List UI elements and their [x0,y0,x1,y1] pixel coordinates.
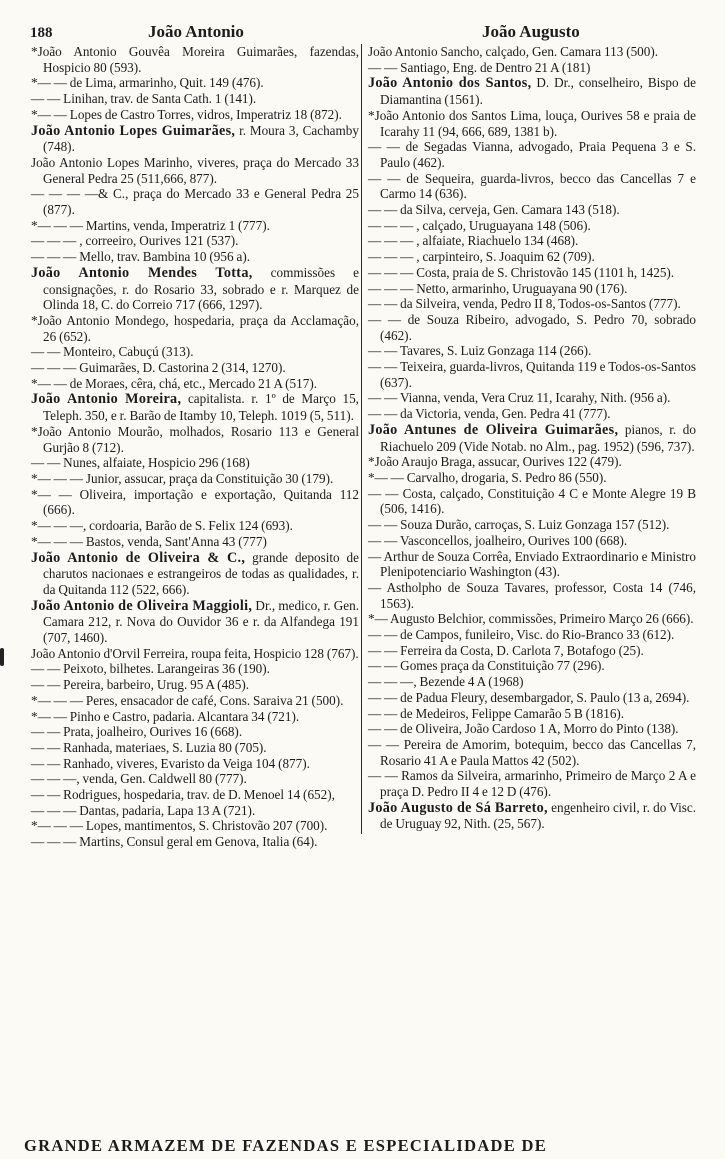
directory-entry [368,454,696,470]
entry-text: Oliveira, importação e exportação, Quitanda 112 (666). [43,486,359,518]
entry-lead-dashes: — — [368,768,402,784]
entry-lead-dashes: — — [31,724,64,740]
entry-bold-name: João Augusto de Sá Barreto, [368,799,548,816]
entry-lead-dashes: — — — [31,360,80,376]
entry-text: João Antonio dos Santos Lima, louça, Ourives 58 e praia de Icarahy 11 (94, 666, 689, 1381 b). [374,107,696,139]
entry-text: Bastos, venda, Sant'Anna 43 (777) [85,533,267,549]
directory-entry [368,359,696,390]
entry-lead-dashes: — — — [368,249,417,265]
directory-entry [31,107,359,123]
entry-lead-dashes: — — — [368,264,417,280]
directory-entry [31,740,359,756]
entry-text: —, Bezende 4 A (1968) [400,674,524,690]
entry-text: r. Moura 3, Cachamby (748). [43,122,359,155]
entry-lead-dashes: — — [368,406,401,422]
entry-lead-dashes: — — [368,658,401,674]
directory-entry [368,422,696,454]
directory-entry [31,471,359,487]
directory-entry [368,108,696,139]
directory-entry [31,455,359,471]
entry-lead-dashes: *— — — [31,470,86,486]
directory-entry [368,690,696,706]
entry-lead-dashes: — — [31,787,64,803]
entry-bold-name: João Antonio Mendes Totta, [31,264,253,281]
directory-entry [368,171,696,202]
entry-lead-dashes: — — — [368,217,417,233]
directory-entry [368,674,696,690]
directory-entry [31,376,359,392]
entry-lead-dashes: — — [31,677,64,693]
directory-entry [368,580,696,611]
entry-lead-dashes: *— — [31,518,70,534]
directory-entry [368,312,696,343]
directory-entry [368,249,696,265]
directory-entry [31,661,359,677]
directory-entry [31,91,359,107]
directory-entry [31,534,359,550]
entry-text: Dr., medico, r. Gen. Camara 212, r. Nova do Ouvidor 36 e r. da Alfandega 191 (707, 1460). [43,597,359,646]
entry-lead-dashes: — [368,548,384,564]
directory-entry [31,218,359,234]
entry-text: de Campos, funileiro, Visc. do Rio-Branco 33 (612). [400,627,675,643]
entry-lead-dashes: * [368,454,375,470]
directory-entry [31,834,359,850]
entry-text: de Lima, armarinho, Quit. 149 (476). [69,75,264,91]
directory-entry [368,643,696,659]
entry-text: Pereira, barbeiro, Urug. 95 A (485). [63,677,250,693]
directory-entry [31,391,359,423]
directory-entry [368,800,696,832]
entry-text: da Victoria, venda, Gen. Pedra 41 (777). [400,406,611,422]
directory-entry [31,550,359,598]
entry-text: de Sequeira, guarda-livros, becco das Cancellas 7 e Carmo 14 (636). [380,170,696,202]
directory-entry [31,709,359,725]
directory-entry [368,627,696,643]
entry-text: João Antonio Mourão, molhados, Rosario 113 e General Gurjão 8 (712). [37,423,359,455]
entry-text: Gomes praça da Constituição 77 (296). [400,658,605,674]
entry-text: de Medeiros, Felippe Camarão 5 B (1816). [400,705,625,721]
left-column [31,44,359,850]
entry-text: Arthur de Souza Corrêa, Enviado Extraordinario e Ministro Plenipotenciario Washington (43). [380,548,696,580]
entry-lead-dashes: — — [368,689,401,705]
entry-lead-dashes: — — — [368,233,417,249]
directory-entry [31,598,359,646]
entry-text: Ranhada, materiaes, S. Luzia 80 (705). [63,739,267,755]
entry-lead-dashes: — — [368,705,401,721]
entry-lead-dashes: — — [368,721,401,737]
directory-entry [31,75,359,91]
entry-lead-dashes: *— — [368,469,407,485]
directory-entry [368,218,696,234]
entry-text: Ranhado, viveres, Evaristo da Veiga 104 (877). [63,755,310,771]
directory-entry [368,533,696,549]
entry-text: Carvalho, drogaria, S. Pedro 86 (550). [406,469,607,485]
directory-entry [368,265,696,281]
entry-text: Souza Durão, carroças, S. Luiz Gonzaga 157 (512). [400,517,670,533]
directory-entry [368,44,696,60]
directory-entry [31,44,359,75]
entry-bold-name: João Antonio Moreira, [31,391,182,408]
entry-text: —& C., praça do Mercado 33 e General Pedra 25 (877). [43,186,359,218]
directory-entry [368,60,696,76]
entry-text: Ferreira da Costa, D. Carlota 7, Botafogo (25). [400,642,644,658]
entry-text: capitalista. r. 1º de Março 15, Teleph. 350, e r. Barão de Itamby 10, Teleph. 1019 (5, 511). [43,391,359,424]
entry-text: João Antonio Mondego, hospedaria, praça da Acclamação, 26 (652). [37,312,359,344]
directory-entry [368,470,696,486]
entry-text: Ramos da Silveira, armarinho, Primeiro de Março 2 A e praça D. Pedro II 4 e 12 D (476). [380,768,696,800]
directory-entry [368,139,696,170]
directory-entry [31,724,359,740]
margin-ink-mark [0,648,4,666]
entry-lead-dashes: * [368,107,375,123]
entry-lead-dashes: — — [368,485,403,501]
entry-text: João Antonio Lopes Marinho, viveres, praça do Mercado 33 General Pedra 25 (511,666, 877). [31,154,359,186]
entry-lead-dashes: * [31,312,38,328]
directory-entry [368,549,696,580]
directory-entry [368,202,696,218]
entry-text: pianos, r. do Riachuelo 209 (Vide Notab. no Alm., pag. 1952) (596, 737). [380,421,696,454]
entry-text: Tavares, S. Luiz Gonzaga 114 (266). [399,343,592,359]
directory-entry [31,818,359,834]
directory-entry [368,486,696,517]
entry-text: Lopes de Castro Torres, vidros, Imperatriz 18 (872). [69,106,342,122]
right-running-heading: João Augusto [482,22,580,41]
footer-advertisement: GRANDE ARMAZEM DE FAZENDAS E ESPECIALIDADE DE [24,1136,547,1155]
directory-entry [31,155,359,186]
entry-text: Augusto Belchior, commissões, Primeiro Março 26 (666). [389,611,694,627]
entry-text: Guimarães, D. Castorina 2 (314, 1270). [79,360,286,376]
left-running-heading: João Antonio [148,22,244,41]
directory-entry [368,406,696,422]
entry-lead-dashes: — — [368,642,401,658]
entry-lead-dashes: — — [31,455,64,471]
entry-lead-dashes: — — [368,296,401,312]
directory-entry [31,646,359,662]
entry-text: Martins, Consul geral em Genova, Italia (64). [79,834,318,850]
directory-entry [31,771,359,787]
entry-text: Pereira de Amorim, botequim, becco das Cancellas 7, Rosario 41 A e Paula Mattos 42 (502). [380,736,697,768]
entry-lead-dashes: — — [368,343,400,359]
entry-text: João Araujo Braga, assucar, Ourives 122 (479). [374,454,622,470]
directory-entry [31,186,359,217]
entry-text: da Silva, cerveja, Gen. Camara 143 (518). [400,202,620,218]
entry-text: de Padua Fleury, desembargador, S. Paulo (13 a, 2694). [400,689,690,705]
directory-entry [368,343,696,359]
directory-entry [31,265,359,313]
page-number: 188 [30,25,53,41]
entry-text: Peixoto, bilhetes. Larangeiras 36 (190). [63,661,270,677]
entry-text: de Oliveira, João Cardoso 1 A, Morro do Pinto (138). [400,721,679,737]
directory-entry [368,706,696,722]
entry-text: Costa, praia de S. Christovão 145 (1101 h, 1425). [416,264,675,280]
entry-lead-dashes: *— — [31,708,70,724]
entry-text: João Antonio Sancho, calçado, Gen. Camara 113 (500). [368,44,659,59]
entry-lead-dashes: — — [368,390,400,406]
entry-text: João Antonio Gouvêa Moreira Guimarães, fazendas, Hospicio 80 (593). [37,44,359,75]
entry-text: Teixeira, guarda-livros, Quitanda 119 e Todos-os-Santos (637). [380,359,696,390]
directory-entry [31,803,359,819]
directory-entry [368,390,696,406]
entry-lead-dashes: * [31,44,38,59]
directory-entry [31,756,359,772]
entry-text: de Moraes, cêra, chá, etc., Mercado 21 A (517). [69,375,318,391]
entry-text: Monteiro, Cabuçú (313). [63,344,194,360]
directory-entry [31,693,359,709]
directory-entry [31,677,359,693]
entry-lead-dashes: — — [31,344,64,360]
entry-text: Junior, assucar, praça da Constituição 30 (179). [85,470,334,486]
directory-entry [31,313,359,344]
directory-entry [368,75,696,107]
directory-entry [368,517,696,533]
entry-lead-dashes: — — — [31,802,80,818]
entry-text: Martins, venda, Imperatriz 1 (777). [85,217,270,233]
entry-text: Rodrigues, hospedaria, trav. de D. Menoel 14 (652), [63,787,335,803]
entry-text: , calçado, Uruguayana 148 (506). [416,217,591,233]
entry-lead-dashes: *— — — [31,818,86,834]
directory-entry [368,721,696,737]
entry-lead-dashes: — — [368,532,400,548]
right-column [368,44,696,832]
entry-lead-dashes: — — [368,517,401,533]
entry-text: , carpinteiro, S. Joaquim 62 (709). [416,249,595,265]
directory-entry [368,768,696,799]
entry-bold-name: João Antonio dos Santos, [368,75,532,92]
directory-entry [31,424,359,455]
entry-text: Nunes, alfaiate, Hospicio 296 (168) [63,455,250,471]
directory-entry [368,611,696,627]
entry-text: Santiago, Eng. de Dentro 21 A (181) [400,59,591,75]
entry-lead-dashes: — — [368,674,401,690]
entry-lead-dashes: * [31,423,38,439]
entry-lead-dashes: *— — [31,75,70,91]
entry-lead-dashes: — — — [31,233,80,249]
entry-text: engenheiro civil, r. do Visc. de Uruguay 92, Nith. (25, 567). [380,799,697,832]
entry-lead-dashes: — — [368,170,407,186]
entry-text: Lopes, mantimentos, S. Christovão 207 (700). [85,818,328,834]
entry-text: —, venda, Gen. Caldwell 80 (777). [63,771,247,787]
entry-lead-dashes: *— — [31,486,80,502]
entry-text: Prata, joalheiro, Ourives 16 (668). [63,724,243,740]
entry-lead-dashes: *— — — [31,692,86,708]
entry-lead-dashes: — — [368,627,401,643]
entry-text: Mello, trav. Bambina 10 (956 a). [79,249,251,265]
entry-lead-dashes: — — [368,736,404,752]
directory-entry [31,518,359,534]
entry-text: Vasconcellos, joalheiro, Ourives 100 (668). [399,532,628,548]
directory-entry [368,658,696,674]
directory-entry [31,233,359,249]
entry-bold-name: João Antonio de Oliveira Maggioli, [31,597,253,614]
entry-text: de Souza Ribeiro, advogado, S. Pedro 70, sobrado (462). [380,311,696,343]
entry-lead-dashes: — — [31,91,64,107]
entry-lead-dashes: — — [368,311,408,327]
directory-entry [368,296,696,312]
entry-lead-dashes: *— — [31,106,70,122]
entry-lead-dashes: — — [31,739,64,755]
entry-text: Vianna, venda, Vera Cruz 11, Icarahy, Nith. (956 a). [399,390,671,406]
entry-lead-dashes: *— [368,611,390,627]
entry-lead-dashes: — — [368,202,401,218]
entry-lead-dashes: — — — [368,280,417,296]
entry-bold-name: João Antonio de Oliveira & C., [31,549,246,566]
entry-lead-dashes: — — [368,359,401,375]
entry-text: Astholpho de Souza Tavares, professor, Costa 14 (746, 1563). [380,579,697,611]
entry-lead-dashes: — [368,579,387,595]
entry-lead-dashes: — — [368,139,406,155]
entry-text: D. Dr., conselheiro, Bispo de Diamantina (1561). [380,75,696,108]
entry-lead-dashes: — — [31,755,64,771]
entry-text: da Silveira, venda, Pedro II 8, Todos-os-Santos (777). [400,296,681,312]
entry-lead-dashes: — — [31,771,64,787]
entry-lead-dashes: *— — — [31,217,86,233]
entry-lead-dashes: *— — — [31,533,86,549]
entry-text: Costa, calçado, Constituição 4 C e Monte Alegre 19 B (506, 1416). [380,485,696,517]
entry-text: , alfaiate, Riachuelo 134 (468). [416,233,579,249]
entry-text: Linihan, trav. de Santa Cath. 1 (141). [63,91,257,107]
entry-lead-dashes: — — — [31,249,80,265]
directory-entry [31,344,359,360]
entry-text: —, cordoaria, Barão de S. Felix 124 (693). [69,518,293,534]
entry-lead-dashes: *— — [31,375,70,391]
entry-bold-name: João Antonio Lopes Guimarães, [31,122,236,139]
directory-entry [368,737,696,768]
entry-text: João Antonio d'Orvil Ferreira, roupa feita, Hospicio 128 (767). [31,645,359,661]
directory-entry [31,249,359,265]
entry-text: Netto, armarinho, Uruguayana 90 (176). [416,280,628,296]
entry-text: grande deposito de charutos nacionaes e estrangeiros de todas as qualidades, r. da Quitanda 112 (522, 666). [43,549,359,597]
entry-lead-dashes: — — — [31,834,80,850]
entry-text: , correeiro, Ourives 121 (537). [79,233,239,249]
entry-bold-name: João Antunes de Oliveira Guimarães, [368,421,619,438]
entry-lead-dashes: — — — [31,186,85,202]
entry-lead-dashes: — — [368,59,401,75]
directory-entry [31,487,359,518]
entry-text: Dantas, padaria, Lapa 13 A (721). [79,802,256,818]
entry-text: Peres, ensacador de café, Cons. Saraiva 21 (500). [85,692,344,708]
entry-text: de Segadas Vianna, advogado, Praia Pequena 3 e S. Paulo (462). [380,139,696,170]
directory-entry [31,787,359,803]
directory-entry [368,233,696,249]
directory-entry [368,281,696,297]
page-header [30,22,690,46]
entry-lead-dashes: — — [31,661,64,677]
directory-entry [31,123,359,155]
entry-text: Pinho e Castro, padaria. Alcantara 34 (721). [69,708,300,724]
directory-entry [31,360,359,376]
column-divider [361,44,362,834]
entry-text: commissões e consignações, r. do Rosario 33, sobrado e r. Marquez de Olinda 18, C. do Correio 717 (666, 1297). [43,264,359,313]
